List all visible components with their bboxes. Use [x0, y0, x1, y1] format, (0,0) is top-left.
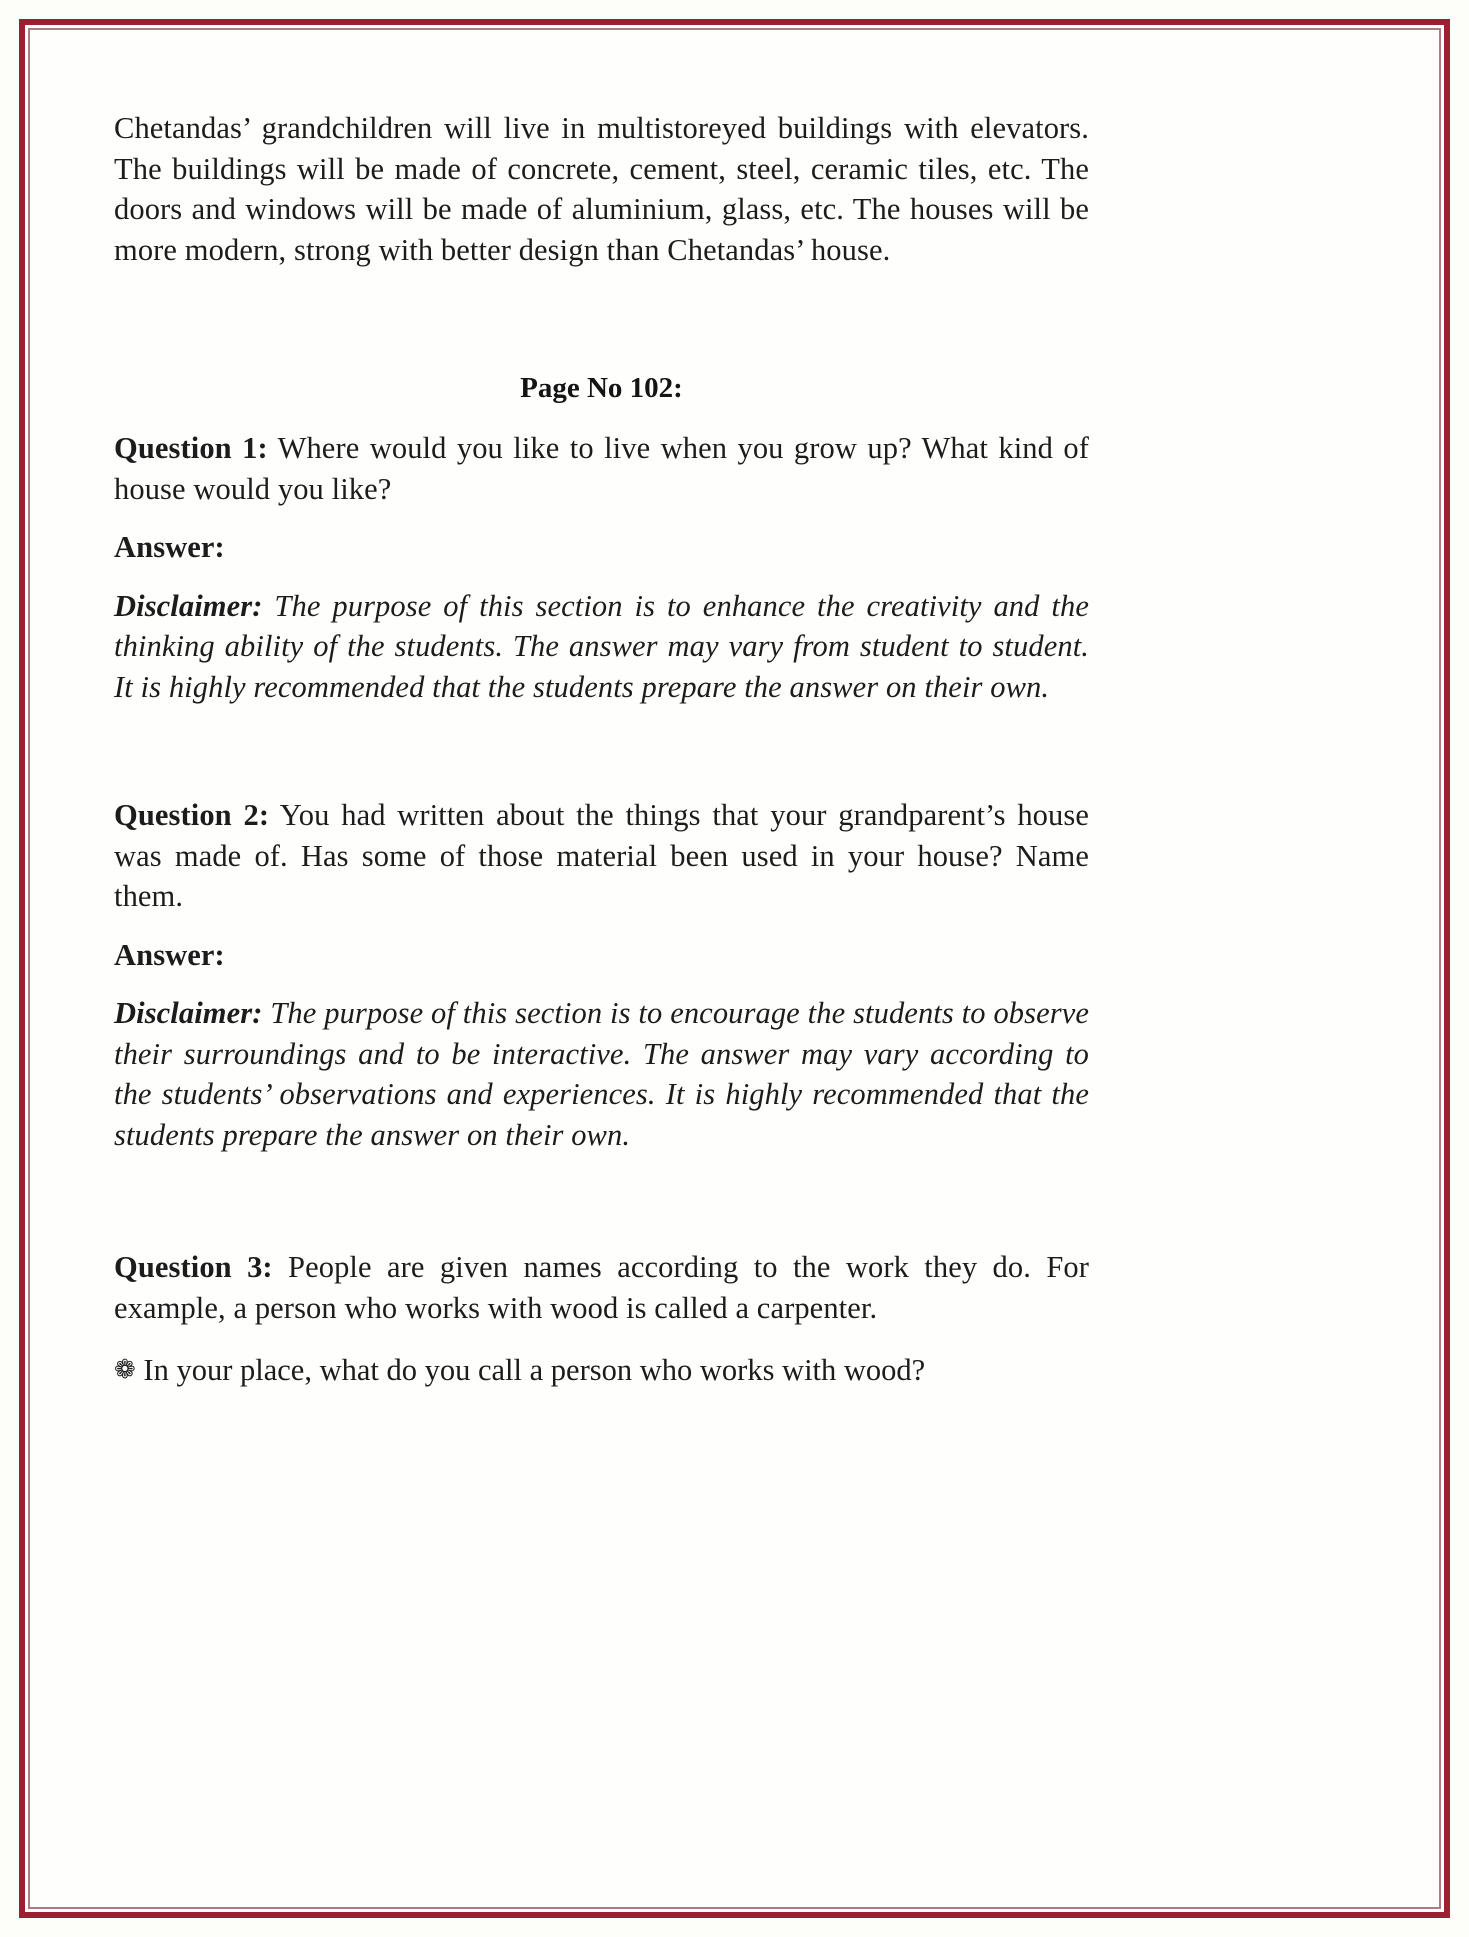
question-3 — [114, 1247, 1089, 1328]
snowflake-icon: ❁ — [114, 1355, 136, 1385]
spacer — [114, 408, 1089, 428]
question-1-text: Where would you like to live when you grow up? What kind of house would you like? — [114, 431, 1089, 506]
spacer — [114, 975, 1089, 993]
question-2-label: Question 2: — [114, 798, 270, 832]
spacer — [114, 1328, 1089, 1350]
disclaimer-2 — [114, 993, 1089, 1155]
question-3-text: People are given names according to the work they do. For example, a person who works with wood is called a carpenter. — [114, 1250, 1089, 1325]
answer-1-label-row — [114, 527, 1089, 568]
spacer — [114, 509, 1089, 527]
disclaimer-1-label: Disclaimer: — [114, 588, 263, 623]
page-number-heading: Page No 102: — [520, 372, 683, 404]
disclaimer-1-text: The purpose of this section is to enhance the creativity and the thinking ability of the students. The answer may vary from student to student. It is highly recommended that the students prepare the answer on their own. — [114, 588, 1089, 704]
intro-paragraph: Chetandas’ grandchildren will live in multistoreyed buildings with elevators. The buildings will be made of concrete, cement, steel, ceramic tiles, etc. The doors and windows will be made of aluminium, glass, etc. The houses will be more modern, strong with better design than Chetandas’ house. — [114, 111, 1089, 267]
answer-2-label-row — [114, 935, 1089, 976]
spacer — [114, 707, 1089, 795]
disclaimer-2-text: The purpose of this section is to encourage the students to observe their surroundings and to be interactive. The answer may vary according to the students’ observations and experiences. It is highly recommended that the students prepare the answer on their own. — [114, 996, 1089, 1152]
answer-2-label: Answer: — [114, 937, 225, 972]
answer-1-label: Answer: — [114, 530, 225, 564]
spacer — [114, 568, 1089, 586]
question-1-label: Question 1: — [114, 431, 268, 465]
disclaimer-1 — [114, 586, 1089, 708]
spacer — [114, 270, 1089, 368]
question-3-subpoint-text: In your place, what do you call a person who works with wood? — [135, 1353, 926, 1387]
spacer — [114, 917, 1089, 935]
document-content — [114, 108, 1089, 1391]
disclaimer-2-label: Disclaimer: — [114, 996, 263, 1030]
question-3-subpoint — [114, 1350, 1089, 1391]
question-3-label: Question 3: — [114, 1250, 273, 1284]
question-1 — [114, 428, 1089, 509]
question-2-text: You had written about the things that your grandparent’s house was made of. Has some of those material been used in your house? Name them. — [114, 798, 1089, 913]
question-2 — [114, 795, 1089, 917]
spacer — [114, 1155, 1089, 1247]
